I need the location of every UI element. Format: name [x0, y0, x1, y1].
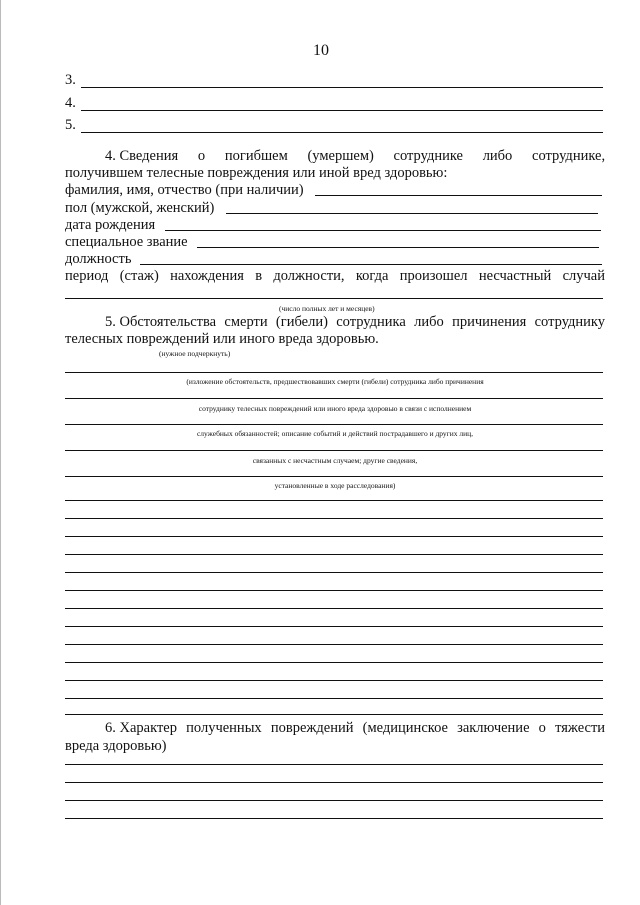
list-item-3: 3. — [65, 72, 76, 88]
fill-line — [65, 644, 603, 645]
page-number: 10 — [313, 42, 329, 59]
fill-line — [65, 518, 603, 519]
section5-heading-line1: 5. Обстоятельства смерти (гибели) сотрудника либо причинения сотруднику — [105, 314, 606, 330]
fill-line — [65, 398, 603, 399]
fill-line — [65, 626, 603, 627]
fill-line — [65, 500, 603, 501]
fill-line — [65, 608, 603, 609]
fill-line — [65, 372, 603, 373]
section4-heading-line1: 4. Сведения о погибшем (умершем) сотруднике либо сотруднике, — [105, 148, 606, 164]
fill-line — [65, 536, 603, 537]
fill-line — [81, 110, 603, 111]
fill-line — [65, 714, 603, 715]
field-label-gender: пол (мужской, женский) — [65, 200, 215, 216]
fill-line — [65, 698, 603, 699]
section5-hint-3: служебных обязанностей; описание событий и действий пострадавшего и других лиц, — [196, 429, 474, 438]
full-name-field — [315, 195, 602, 196]
fill-line — [65, 818, 603, 819]
list-item-5: 5. — [65, 117, 76, 133]
fill-line — [65, 590, 603, 591]
period-hint: (число полных лет и месяцев) — [279, 304, 375, 313]
fill-line — [65, 450, 603, 451]
field-label-full-name: фамилия, имя, отчество (при наличии) — [65, 182, 304, 198]
period-field — [65, 298, 603, 299]
section5-hint-2: сотруднику телесных повреждений или иного вреда здоровью в связи с исполнением — [198, 404, 472, 413]
section5-hint-1: (изложение обстоятельств, предшествовавших смерти (гибели) сотрудника либо причинения — [186, 377, 484, 386]
fill-line — [65, 662, 603, 663]
period-line: период (стаж) нахождения в должности, когда произошел несчастный случай — [65, 268, 605, 284]
section4-heading-line2: получившем телесные повреждения или иной вред здоровью: — [65, 165, 448, 181]
rank-field — [197, 247, 599, 248]
section5-hint-5: установленные в ходе расследования) — [274, 481, 396, 490]
section6-heading-line1: 6. Характер полученных повреждений (медицинское заключение о тяжести — [105, 720, 606, 736]
fill-line — [81, 132, 603, 133]
fill-line — [65, 800, 603, 801]
birth-date-field — [165, 230, 601, 231]
gender-field — [226, 213, 598, 214]
fill-line — [65, 782, 603, 783]
section6-heading-line2: вреда здоровью) — [65, 738, 167, 754]
field-label-position: должность — [65, 251, 132, 267]
field-label-rank: специальное звание — [65, 234, 188, 250]
section5-heading-line2: телесных повреждений или иного вреда здоровью. — [65, 331, 379, 347]
fill-line — [65, 764, 603, 765]
fill-line — [65, 572, 603, 573]
position-field — [140, 264, 602, 265]
fill-line — [65, 424, 603, 425]
section5-hint-4: связанных с несчастным случаем; другие сведения, — [252, 456, 418, 465]
fill-line — [65, 476, 603, 477]
list-item-4: 4. — [65, 95, 76, 111]
fill-line — [65, 554, 603, 555]
field-label-birth-date: дата рождения — [65, 217, 156, 233]
underline-hint: (нужное подчеркнуть) — [159, 349, 231, 358]
fill-line — [81, 87, 603, 88]
fill-line — [65, 680, 603, 681]
